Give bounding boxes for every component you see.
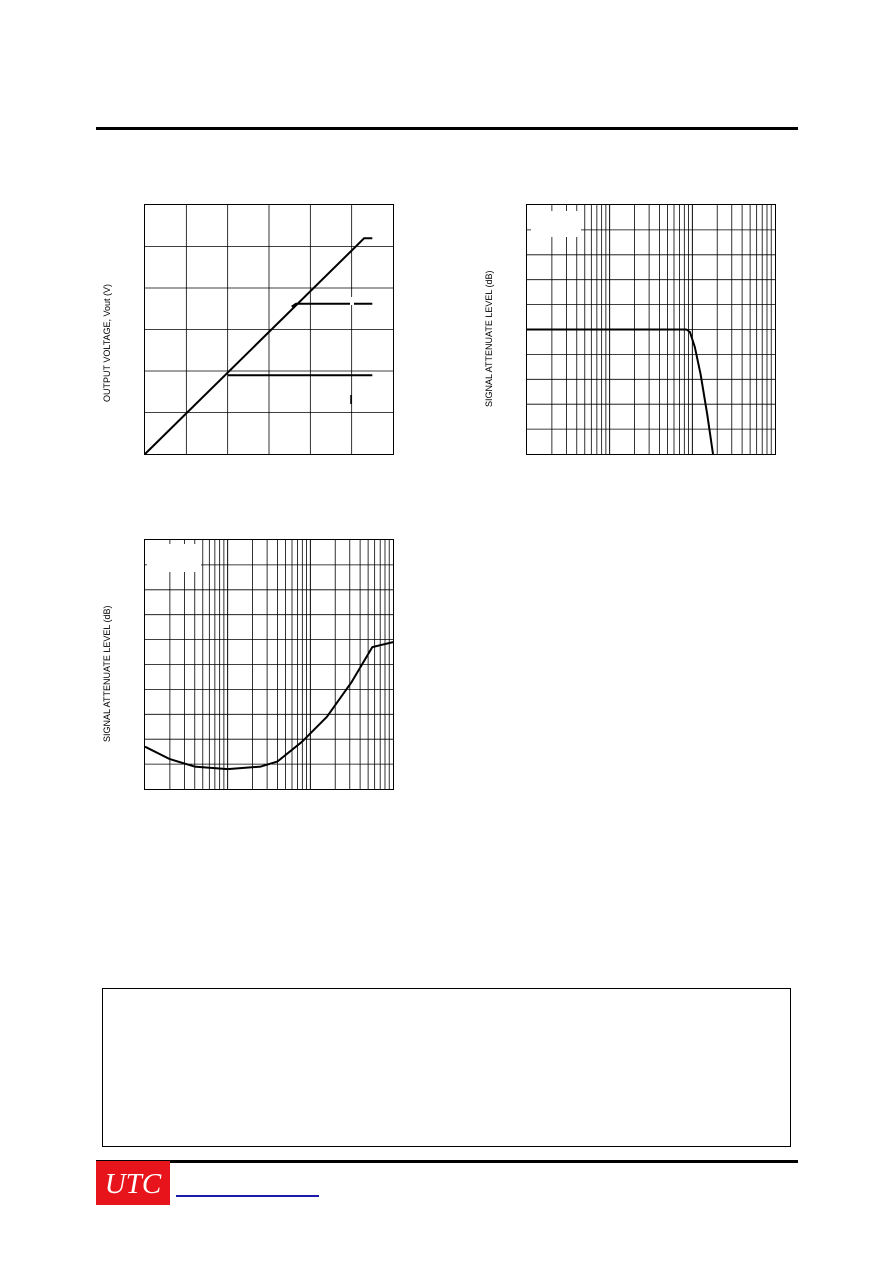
attenuation-rolloff-plot xyxy=(527,205,775,454)
output-voltage-chart xyxy=(144,204,394,455)
utc-logo xyxy=(96,1161,170,1205)
attenuation-rolloff-chart xyxy=(526,204,776,455)
series-line-1 xyxy=(145,238,372,454)
attenuation-rolloff-y-label: SIGNAL ATTENUATE LEVEL (dB) xyxy=(484,270,494,407)
series-line-1 xyxy=(527,330,713,455)
attenuation-curve-plot xyxy=(145,540,393,789)
attenuation-curve-chart xyxy=(144,539,394,790)
utc-logo-text: UTC xyxy=(104,1167,162,1200)
footer-rule xyxy=(96,1160,798,1163)
notice-box xyxy=(102,988,791,1147)
legend-patch xyxy=(147,544,201,572)
series-line-1 xyxy=(145,642,393,769)
output-voltage-plot xyxy=(145,205,393,454)
attenuation-curve-y-label: SIGNAL ATTENUATE LEVEL (dB) xyxy=(102,605,112,742)
header-rule xyxy=(96,127,798,130)
output-voltage-y-label: OUTPUT VOLTAGE, Vout (V) xyxy=(102,283,112,402)
label-gap xyxy=(350,297,354,305)
series-line-2 xyxy=(292,304,373,307)
footer-link[interactable] xyxy=(176,1195,319,1197)
legend-patch xyxy=(531,211,581,237)
